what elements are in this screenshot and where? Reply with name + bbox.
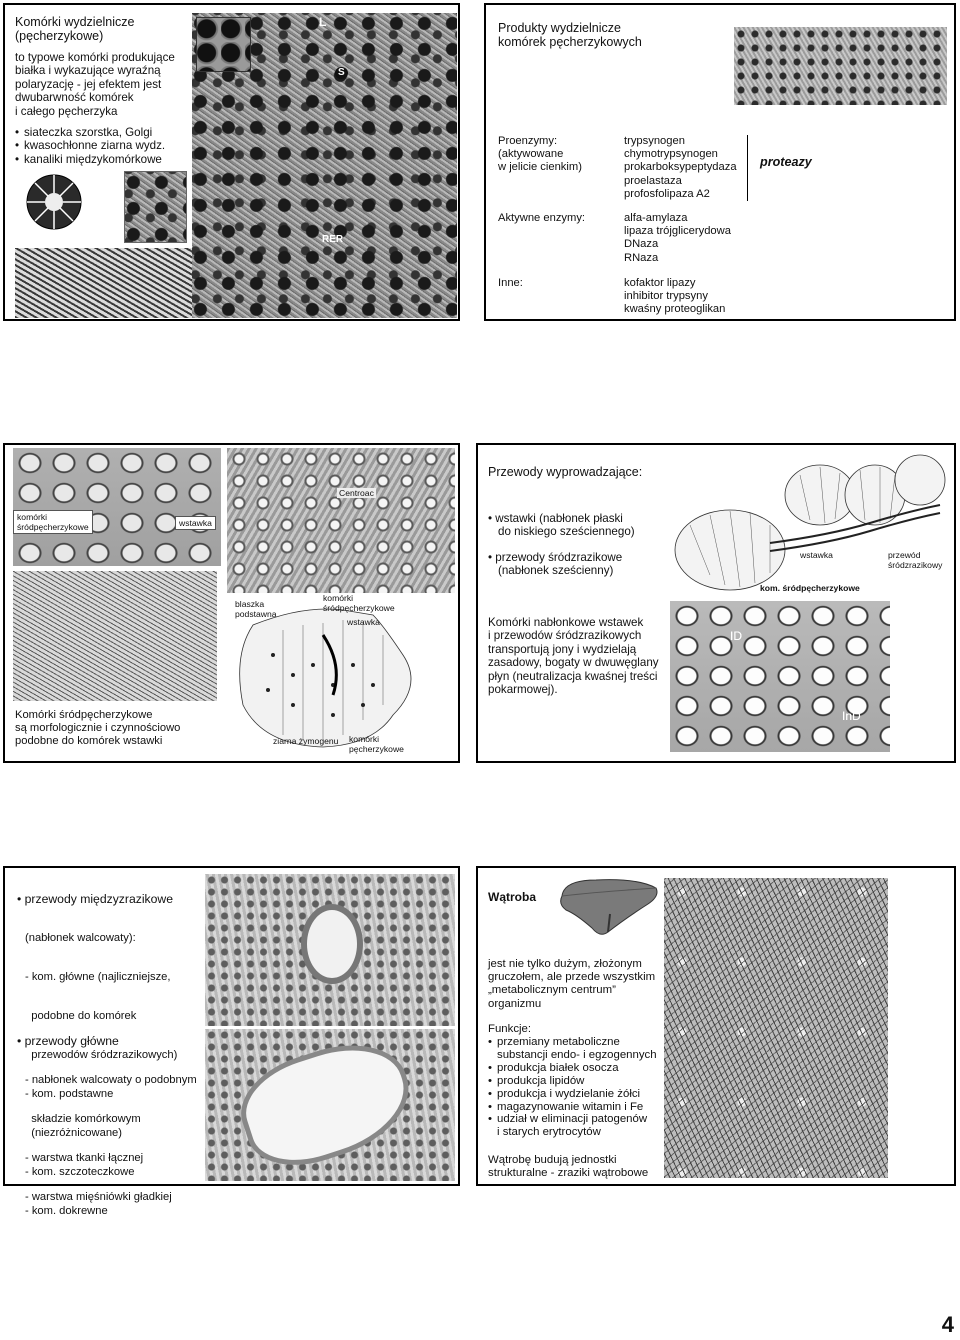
acinus-diagram bbox=[223, 595, 455, 757]
main-duct-micrograph bbox=[205, 1029, 455, 1181]
rer-micrograph bbox=[15, 248, 193, 318]
em-label-l: L bbox=[319, 15, 327, 29]
list-line: przewodów śródzrazikowych) bbox=[25, 1049, 178, 1061]
enzyme-item: alfa-amylaza bbox=[624, 212, 688, 224]
bullet-term: przewody śródzrazikowe bbox=[495, 551, 623, 564]
label-line: blaszka bbox=[235, 599, 265, 609]
label-ind: InD bbox=[842, 709, 861, 723]
label-line: pęcherzykowe bbox=[349, 744, 404, 754]
em-label-s: S bbox=[335, 67, 348, 79]
page-number: 4 bbox=[941, 1312, 954, 1337]
head1-text: przewody międzyzrazikowe bbox=[24, 892, 173, 906]
label-line: śródpęcherzykowe bbox=[17, 522, 89, 532]
caption-line: są morfologicznie i czynnościowo bbox=[15, 722, 181, 735]
row-active-items bbox=[624, 212, 731, 265]
slide1-heading bbox=[15, 15, 134, 43]
function-line: • produkcja lipidów bbox=[497, 1074, 585, 1087]
function-item bbox=[488, 1075, 657, 1088]
heading-line: (pęcherzykowe) bbox=[15, 29, 104, 43]
label-wstawka: wstawka bbox=[800, 550, 833, 560]
slide2-title bbox=[498, 21, 642, 49]
label-id: ID bbox=[730, 629, 742, 643]
label-line: przewód bbox=[888, 550, 921, 560]
function-line: • udział w eliminacji patogenów bbox=[497, 1113, 648, 1126]
description-line: i całego pęcherzyka bbox=[15, 104, 118, 118]
slide6-title: Wątroba bbox=[488, 890, 536, 904]
description-line: polaryzację - jej efektem jest bbox=[15, 77, 162, 91]
list-line: - kom. podstawne bbox=[25, 1088, 114, 1100]
intro-line: jest nie tylko dużym, złożonym bbox=[488, 958, 642, 970]
slide6-closing bbox=[488, 1154, 648, 1180]
label-lamina bbox=[235, 599, 277, 619]
pancreas-micrograph bbox=[13, 571, 217, 701]
enzyme-item: lipaza trójglicerydowa bbox=[624, 225, 731, 238]
head2-text: przewody główne bbox=[24, 1034, 119, 1048]
liver-micrograph bbox=[664, 878, 888, 1178]
slide-liver bbox=[476, 866, 956, 1186]
function-item bbox=[488, 1088, 657, 1101]
label-line: w jelicie cienkim) bbox=[498, 161, 582, 174]
list-line: - warstwa tkanki łącznej bbox=[25, 1152, 144, 1164]
enzyme-item: DNaza bbox=[624, 238, 659, 251]
slide-secretory-cells bbox=[3, 3, 460, 321]
protease-label: proteazy bbox=[760, 155, 812, 169]
label-centroacinar-diagram bbox=[323, 593, 395, 613]
label-centroac: Centroac bbox=[339, 488, 374, 498]
inset-micrograph bbox=[196, 17, 251, 72]
function-item bbox=[488, 1101, 657, 1114]
slide5-head1: • przewody międzyzrazikowe bbox=[17, 892, 173, 906]
enzyme-item: prokarboksypeptydaza bbox=[624, 161, 737, 174]
label-line: Aktywne enzymy: bbox=[498, 212, 586, 224]
label-line: komórki bbox=[349, 734, 380, 744]
slide3-caption bbox=[15, 709, 180, 749]
label-wstawka-diagram: wstawka bbox=[347, 617, 380, 627]
description-line: dwubarwność komórek bbox=[15, 91, 134, 105]
bullet-term: wstawki bbox=[495, 512, 536, 525]
row-other-label bbox=[498, 277, 523, 290]
enzyme-item: trypsynogen bbox=[624, 135, 685, 147]
closing-line: Wątrobę budują jednostki bbox=[488, 1154, 617, 1166]
label-zymogen: ziarna żymogenu bbox=[273, 736, 339, 746]
label-acinar bbox=[349, 734, 404, 754]
label-line: śródzrazikowy bbox=[888, 560, 943, 570]
label-intralobular-duct bbox=[888, 550, 942, 570]
function-item bbox=[488, 1062, 657, 1075]
label-line: Inne: bbox=[498, 277, 523, 289]
function-line: • przemiany metaboliczne bbox=[497, 1036, 620, 1048]
acinus-schematic-icon bbox=[25, 173, 83, 231]
electron-micrograph bbox=[192, 13, 457, 318]
intro-line: organizmu bbox=[488, 997, 542, 1010]
caption-line: Komórki śródpęcherzykowe bbox=[15, 709, 153, 721]
slide4-paragraph bbox=[488, 616, 659, 696]
function-line: substancji endo- i egzogennych bbox=[497, 1048, 657, 1061]
enzyme-item: kofaktor lipazy bbox=[624, 277, 696, 289]
enzyme-item: chymotrypsynogen bbox=[624, 148, 718, 161]
function-item bbox=[488, 1036, 657, 1062]
paragraph-line: płyn (neutralizacja kwaśnej treści bbox=[488, 669, 658, 683]
slide1-description bbox=[15, 51, 175, 118]
label-line: podstawna bbox=[235, 609, 277, 619]
protease-bracket bbox=[747, 135, 748, 201]
paragraph-line: pokarmowej). bbox=[488, 683, 558, 697]
enzyme-item: inhibitor trypsyny bbox=[624, 290, 708, 303]
slide4-bullet-2: • przewody śródzrazikowe (nabłonek sześcienny) bbox=[488, 551, 623, 578]
list-line: - kom. główne (najliczniejsze, bbox=[25, 971, 171, 983]
slide-interlobular-ducts bbox=[3, 866, 460, 1217]
enzyme-item: RNaza bbox=[624, 251, 659, 264]
list-line: - kom. dokrewne bbox=[25, 1205, 108, 1217]
slide-centroacinar-cells bbox=[3, 443, 460, 763]
label-line: (aktywowane bbox=[498, 148, 564, 161]
row-other-items bbox=[624, 277, 725, 317]
label-line: śródpęcherzykowe bbox=[323, 603, 395, 613]
label-centroacinar: kom. śródpęcherzykowe bbox=[760, 583, 860, 593]
functions-title: Funkcje: bbox=[488, 1023, 532, 1035]
intro-line: gruczołem, ale przede wszystkim bbox=[488, 971, 656, 984]
closing-line: strukturalne - zraziki wątrobowe bbox=[488, 1167, 649, 1180]
bullet-rest: (nabłonek płaski bbox=[535, 512, 623, 525]
function-line: i starych erytrocytów bbox=[497, 1126, 601, 1139]
function-line: • produkcja białek osocza bbox=[497, 1061, 619, 1074]
granules-micrograph bbox=[124, 171, 187, 243]
function-line: • magazynowanie witamin i Fe bbox=[497, 1100, 644, 1113]
row-active-label bbox=[498, 212, 585, 225]
slide6-intro bbox=[488, 958, 655, 1011]
centroacinar-micrograph bbox=[13, 448, 221, 566]
list-line: (nabłonek walcowaty): bbox=[25, 932, 136, 944]
paragraph-line: zasadowy, bogaty w dwuwęglany bbox=[488, 656, 659, 670]
list-line: - warstwa mięśniówki gładkiej bbox=[25, 1191, 172, 1203]
paragraph-line: Komórki nabłonkowe wstawek bbox=[488, 616, 644, 629]
slide-acinar-products bbox=[484, 3, 956, 321]
interlobular-duct-micrograph bbox=[205, 874, 455, 1026]
bullet-item: • kanaliki międzykomórkowe bbox=[15, 153, 165, 166]
acinus-micrograph bbox=[227, 448, 455, 593]
list-line: podobne do komórek bbox=[25, 1010, 137, 1022]
bullet-line2: do niskiego sześciennego) bbox=[498, 525, 635, 539]
ducts-diagram bbox=[670, 455, 950, 595]
bullet-item: • siateczka szorstka, Golgi bbox=[15, 126, 165, 139]
title-line: komórek pęcherzykowych bbox=[498, 35, 642, 49]
description-line: to typowe komórki produkujące bbox=[15, 51, 175, 64]
liver-icon bbox=[556, 874, 662, 940]
description-line: białka i wykazujące wyraźną bbox=[15, 64, 161, 78]
row-proenzymes-label bbox=[498, 135, 582, 175]
row-proenzymes-items bbox=[624, 135, 737, 201]
label-line: komórki bbox=[323, 593, 354, 603]
title-line: Produkty wydzielnicze bbox=[498, 21, 621, 35]
slide1-bullets bbox=[15, 126, 165, 166]
acini-micrograph bbox=[734, 27, 947, 105]
enzyme-item: profosfolipaza A2 bbox=[624, 187, 710, 200]
label-centroacinar bbox=[13, 510, 93, 534]
heading-line: Komórki wydzielnicze bbox=[15, 15, 135, 29]
list-line: - nabłonek walcowaty o podobnym bbox=[25, 1074, 197, 1086]
list-line: (niezróżnicowane) bbox=[25, 1127, 123, 1139]
enzyme-item: kwaśny proteoglikan bbox=[624, 303, 726, 316]
enzyme-item: proelastaza bbox=[624, 174, 682, 187]
label-line: Proenzymy: bbox=[498, 135, 558, 147]
bullet-line2: (nabłonek sześcienny) bbox=[498, 564, 614, 578]
function-item bbox=[488, 1113, 657, 1139]
caption-line: podobne do komórek wstawki bbox=[15, 735, 163, 748]
functions-list bbox=[488, 1036, 657, 1139]
duct-lumen bbox=[301, 904, 363, 984]
em-label-rer: RER bbox=[322, 234, 344, 245]
slide4-bullet-1: • wstawki (nabłonek płaski do niskiego sześciennego) bbox=[488, 512, 635, 539]
intro-line: „metabolicznym centrum” bbox=[488, 984, 616, 997]
list-line: - kom. szczoteczkowe bbox=[25, 1166, 135, 1178]
slide5-list2 bbox=[25, 1048, 197, 1230]
ducts-micrograph bbox=[670, 601, 890, 752]
list-line: składzie komórkowym bbox=[25, 1113, 141, 1125]
label-line: komórki bbox=[17, 512, 48, 522]
bullet-item: • kwasochłonne ziarna wydz. bbox=[15, 139, 165, 152]
paragraph-line: transportują jony i wydzielają bbox=[488, 642, 637, 656]
slide-excretory-ducts bbox=[476, 443, 956, 763]
label-wstawka: wstawka bbox=[175, 516, 216, 530]
duct-lumen bbox=[229, 1027, 423, 1180]
slide5-head2: • przewody główne bbox=[17, 1034, 119, 1048]
function-line: • produkcja i wydzielanie żółci bbox=[497, 1087, 641, 1100]
slide4-title: Przewody wyprowadzające: bbox=[488, 465, 643, 479]
paragraph-line: i przewodów śródzrazikowych bbox=[488, 629, 642, 643]
